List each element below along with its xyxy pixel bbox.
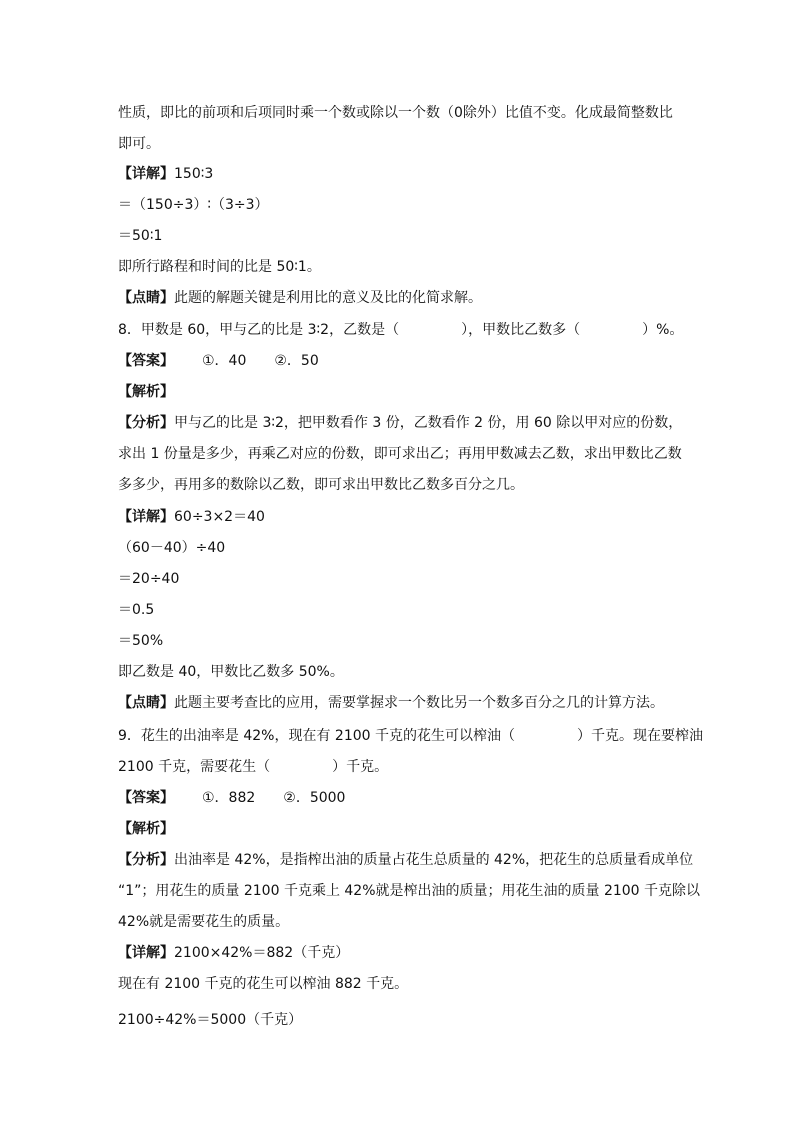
text: 2100÷42%＝5000（千克）: [118, 1012, 303, 1028]
question-9-stem: [118, 757, 688, 777]
answer-tag: 【答案】: [118, 790, 174, 806]
detail-line: [118, 631, 688, 651]
comment-line: [118, 288, 688, 308]
analysis-line: [118, 413, 688, 433]
analysis-tag: 【分析】: [118, 852, 174, 868]
text: ＝（150÷3）∶（3÷3）: [118, 197, 269, 213]
text: 此题主要考查比的应用，需要掌握求一个数比另一个数多百分之几的计算方法。: [174, 695, 664, 711]
text: 即可。: [118, 136, 160, 152]
text: 求出 1 份量是多少，再乘乙对应的份数，即可求出乙；再用甲数减去乙数，求出甲数比乙数: [118, 446, 682, 462]
question-8-answer: [118, 351, 688, 371]
detail-line: [118, 943, 688, 963]
text: 150∶3: [174, 166, 214, 182]
jiexi-tag: 【解析】: [118, 384, 174, 400]
detail-line: [118, 600, 688, 620]
text: 即所行路程和时间的比是 50∶1。: [118, 259, 321, 275]
analysis-line: [118, 475, 688, 495]
text: 出油率是 42%，是指榨出油的质量占花生总质量的 42%，把花生的总质量看成单位: [174, 852, 694, 868]
detail-line: [118, 507, 688, 527]
text: 2100×42%＝882（千克）: [174, 945, 350, 961]
detail-tag: 【详解】: [118, 509, 174, 525]
text: 42%就是需要花生的质量。: [118, 914, 290, 930]
text: ＝50∶1: [118, 228, 163, 244]
question-9-jiexi: [118, 819, 688, 839]
text: 60÷3×2＝40: [174, 509, 265, 525]
comment-tag: 【点睛】: [118, 695, 174, 711]
text-line: [118, 103, 688, 123]
text-line: [118, 195, 688, 215]
text: 即乙数是 40，甲数比乙数多 50%。: [118, 664, 344, 680]
text: 现在有 2100 千克的花生可以榨油 882 千克。: [118, 976, 409, 992]
text: ）%。: [642, 322, 684, 338]
analysis-line: [118, 881, 701, 901]
text: ＝50%: [118, 633, 164, 649]
text-line: [118, 257, 688, 277]
comment-tag: 【点睛】: [118, 290, 174, 306]
question-9-stem: [118, 726, 704, 746]
question-8-jiexi: [118, 382, 688, 402]
comment-line: [118, 693, 688, 713]
text: ）千克。现在要榨油: [577, 728, 704, 744]
text: 8．甲数是 60，甲与乙的比是 3∶2，乙数是（: [118, 322, 400, 338]
detail-line: [118, 662, 688, 682]
detail-line: [118, 1010, 688, 1030]
detail-tag: 【详解】: [118, 945, 174, 961]
detail-line: [118, 569, 688, 589]
analysis-tag: 【分析】: [118, 415, 174, 431]
answer-tag: 【答案】: [118, 353, 174, 369]
analysis-line: [118, 850, 694, 870]
text: （60－40）÷40: [118, 540, 226, 556]
detail-line: [118, 164, 688, 184]
text: 此题的解题关键是利用比的意义及比的化简求解。: [174, 290, 482, 306]
text: 甲与乙的比是 3∶2，把甲数看作 3 份，乙数看作 2 份，用 60 除以甲对应的份数，: [174, 415, 683, 431]
text: “1”；用花生的质量 2100 千克乘上 42%就是榨出油的质量；用花生油的质量 2100 千克除以: [118, 883, 701, 899]
detail-line: [118, 974, 688, 994]
answer-1: ①．40: [202, 353, 247, 369]
jiexi-tag: 【解析】: [118, 821, 174, 837]
analysis-line: [118, 912, 688, 932]
text: ＝20÷40: [118, 571, 180, 587]
text: 9．花生的出油率是 42%，现在有 2100 千克的花生可以榨油（: [118, 728, 516, 744]
text: 2100 千克，需要花生（: [118, 759, 271, 775]
question-8-stem: [118, 320, 688, 340]
detail-line: [118, 538, 688, 558]
text: ＝0.5: [118, 602, 155, 618]
text: 多多少，再用多的数除以乙数，即可求出甲数比乙数多百分之几。: [118, 477, 524, 493]
text: ），甲数比乙数多（: [461, 322, 581, 338]
text-line: [118, 226, 688, 246]
detail-tag: 【详解】: [118, 166, 174, 182]
text: ）千克。: [332, 759, 389, 775]
answer-2: ②．5000: [283, 790, 346, 806]
answer-1: ①．882: [202, 790, 256, 806]
text: 性质，即比的前项和后项同时乘一个数或除以一个数（0除外）比值不变。化成最简整数比: [118, 105, 673, 121]
question-9-answer: [118, 788, 688, 808]
answer-2: ②．50: [274, 353, 319, 369]
text-line: [118, 134, 688, 154]
analysis-line: [118, 444, 688, 464]
